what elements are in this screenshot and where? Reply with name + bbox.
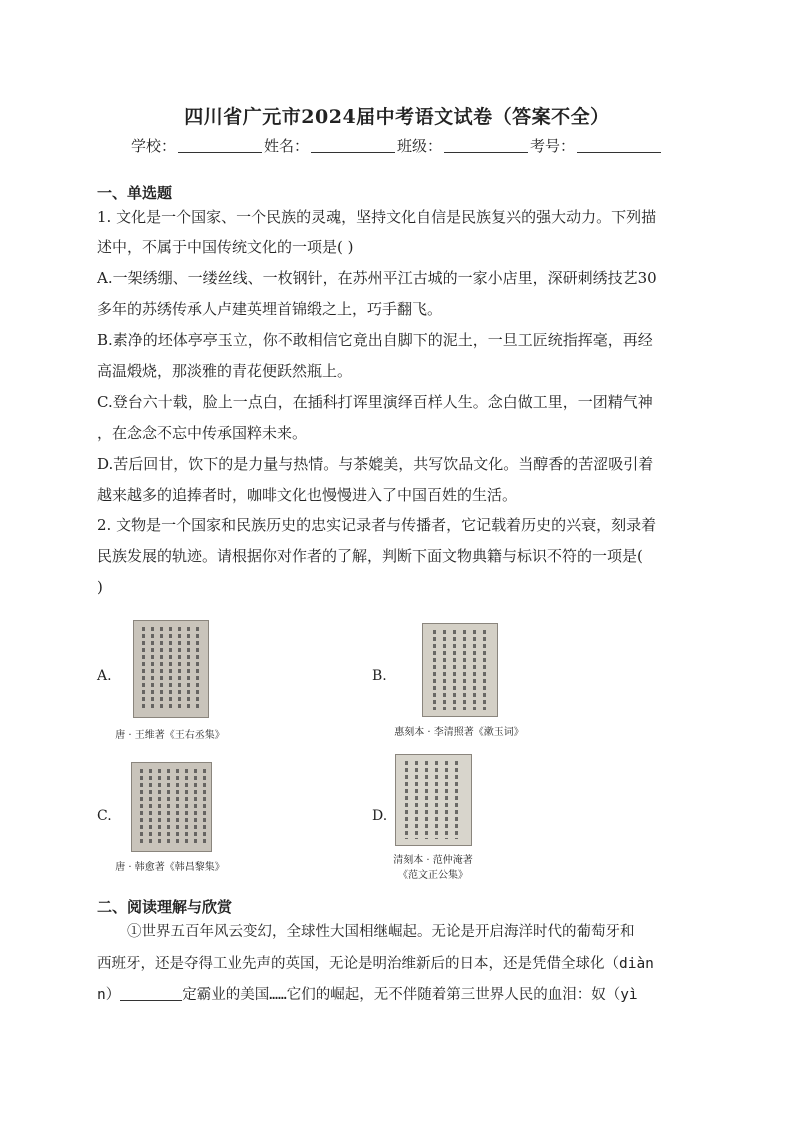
q2-option-d-caption-line2: 《范文正公集》: [398, 870, 468, 881]
q2-option-a-label: A.: [97, 668, 112, 684]
school-label: 学校：: [130, 137, 176, 155]
fill-blank[interactable]: [120, 986, 182, 1001]
name-field[interactable]: [311, 138, 395, 153]
q2-line3: ): [97, 578, 103, 596]
han-yu-book-image: [131, 762, 212, 852]
q1-option-c-line2: ，在念念不忘中传承国粹未来。: [97, 424, 308, 442]
q1-option-a-line2: 多年的苏绣传承人卢建英埋首锦缎之上，巧手翻飞。: [97, 300, 443, 318]
q2-line1: 2. 文物是一个国家和民族历史的忠实记录者与传播者，它记载着历史的兴衰，刻录着: [97, 516, 657, 534]
q2-option-b-label: B.: [372, 668, 387, 684]
section1-heading: 一、单选题: [97, 184, 173, 202]
q2-line2: 民族发展的轨迹。请根据你对作者的了解，判断下面文物典籍与标识不符的一项是(: [97, 547, 643, 565]
passage-line2: 西班牙，还是夺得工业先声的英国，无论是明治维新后的日本，还是凭借全球化（diàn: [97, 956, 654, 972]
q1-line1: 1. 文化是一个国家、一个民族的灵魂，坚持文化自信是民族复兴的强大动力。下列描: [97, 208, 657, 226]
q1-option-c-line1: C.登台六十载，脸上一点白，在插科打诨里演绎百样人生。念白做工里，一团精气神: [97, 393, 653, 411]
q1-option-a-line1: A.一架绣绷、一缕丝线、一枚钢针，在苏州平江古城的一家小店里，深研刺绣技艺30: [97, 269, 657, 287]
wang-wei-book-image: [133, 620, 209, 718]
q1-line2: 述中，不属于中国传统文化的一项是( ): [97, 238, 354, 256]
li-qingzhao-book-image: [422, 623, 498, 717]
fan-zhongyan-book-image: [395, 754, 472, 846]
q1-option-d-line1: D.苦后回甘，饮下的是力量与热情。与茶媲美，共写饮品文化。当醇香的苦涩吸引着: [97, 455, 654, 473]
q1-option-b-line1: B.素净的坯体亭亭玉立，你不敢相信它竟出自脚下的泥土，一旦工匠统指挥毫，再经: [97, 331, 653, 349]
section2-heading: 二、阅读理解与欣赏: [97, 898, 233, 916]
exam-title: 四川省广元市2024届中考语文试卷（答案不全）: [184, 106, 610, 128]
class-field[interactable]: [444, 138, 528, 153]
q2-option-c-caption: 唐 · 韩愈著《韩昌黎集》: [115, 862, 225, 873]
number-field[interactable]: [577, 138, 661, 153]
passage-line3: [97, 983, 638, 1004]
q1-option-d-line2: 越来越多的追捧者时，咖啡文化也慢慢进入了中国百姓的生活。: [97, 486, 518, 504]
passage-line1: ①世界五百年风云变幻，全球性大国相继崛起。无论是开启海洋时代的葡萄牙和: [127, 924, 635, 940]
passage-line3-start: n）: [97, 987, 121, 1003]
q2-option-b-caption: 惠刻本 · 李清照著《漱玉词》: [394, 727, 524, 738]
q2-option-c-label: C.: [97, 808, 112, 824]
q2-option-d-label: D.: [372, 808, 388, 824]
name-label: 姓名：: [263, 137, 309, 155]
class-label: 班级：: [397, 137, 443, 155]
q2-option-d-caption-line1: 清刻本 · 范仲淹著: [393, 855, 473, 866]
passage-line3-rest: 定霸业的美国……它们的崛起，无不伴随着第三世界人民的血泪：奴（yì: [182, 987, 638, 1003]
number-label: 考号：: [530, 137, 576, 155]
q1-option-b-line2: 高温煅烧，那淡雅的青花便跃然瓶上。: [97, 362, 353, 380]
student-info-line: [0, 135, 794, 156]
school-field[interactable]: [178, 138, 262, 153]
q2-option-a-caption: 唐 · 王维著《王右丞集》: [115, 730, 225, 741]
